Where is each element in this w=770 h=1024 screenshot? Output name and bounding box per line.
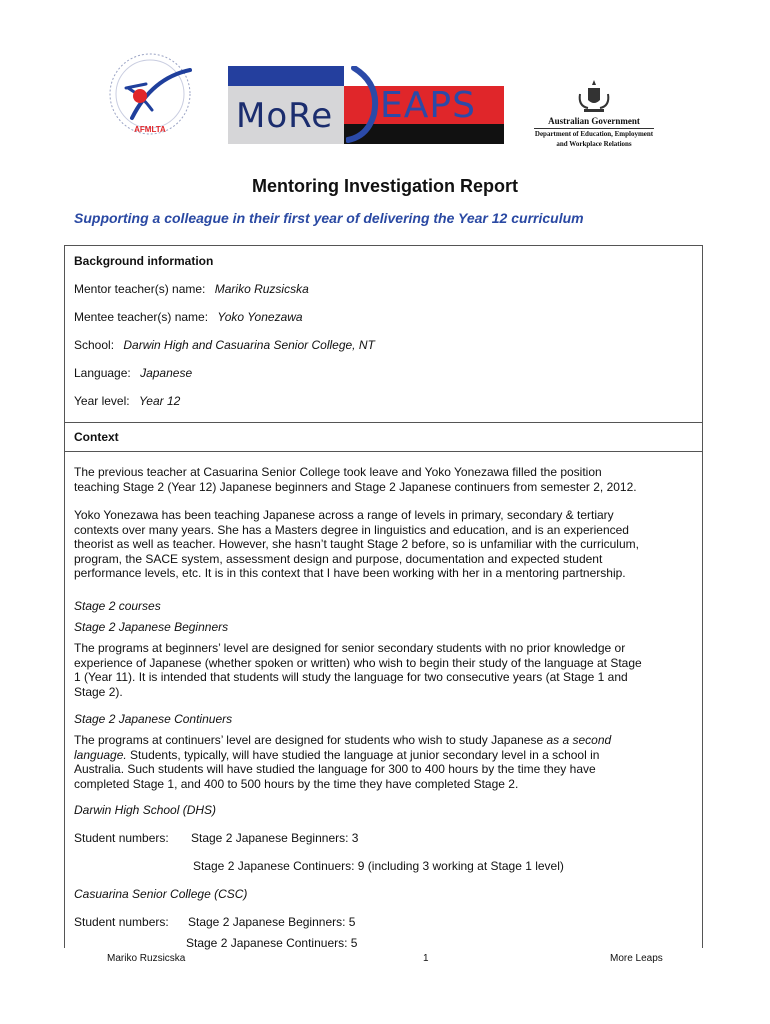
mentee-field (74, 310, 303, 325)
continuers-line3: Australia. Such students will have studied the language for 300 to 400 hours by the time they have (74, 762, 596, 776)
dhs-continuers: Stage 2 Japanese Continuers: 9 (including 3 working at Stage 1 level) (193, 859, 564, 873)
csc-heading: Casuarina Senior College (CSC) (74, 887, 248, 901)
coat-of-arms-icon (574, 80, 614, 114)
dhs-student-numbers-label: Student numbers: (74, 831, 169, 845)
context-para1-line1: The previous teacher at Casuarina Senior College took leave and Yoko Yonezawa filled the position (74, 465, 602, 479)
dhs-beginners: Stage 2 Japanese Beginners: 3 (191, 831, 359, 845)
gov-title: Australian Government (534, 116, 654, 129)
stage2-courses-heading: Stage 2 courses (74, 599, 161, 613)
continuers-line2-text: Students, typically, will have studied the language at junior secondary level in a school in (126, 747, 600, 762)
page-subtitle: Supporting a colleague in their first year of delivering the Year 12 curriculum (74, 210, 584, 226)
divider (65, 451, 702, 452)
beginners-heading: Stage 2 Japanese Beginners (74, 620, 229, 634)
gov-dept-line1: Department of Education, Employment (534, 130, 654, 138)
moreleaps-left-text: MoRe (236, 96, 334, 136)
csc-student-numbers-label: Student numbers: (74, 915, 169, 929)
moreleaps-right-text: EAPS (380, 85, 476, 126)
context-para2-line4: program, the SACE system, assessment design and purpose, documentation and expected student (74, 551, 603, 566)
school-label: School: (74, 338, 115, 352)
school-field (74, 338, 375, 353)
beginners-line3: 1 (Year 11). It is intended that students will study the language for two consecutive years (at Stage 1 and (74, 670, 628, 684)
background-heading: Background information (74, 254, 214, 268)
beginners-line1: The programs at beginners’ level are designed for senior secondary students with no prior knowledge or (74, 641, 626, 655)
csc-beginners: Stage 2 Japanese Beginners: 5 (188, 915, 356, 929)
divider (65, 422, 702, 423)
language-label: Language: (74, 366, 131, 380)
year-level-value: Year 12 (138, 394, 181, 408)
csc-continuers: Stage 2 Japanese Continuers: 5 (186, 936, 358, 950)
footer-project: More Leaps (610, 953, 663, 964)
mentor-label: Mentor teacher(s) name: (74, 282, 206, 296)
school-value: Darwin High and Casuarina Senior College, NT (123, 338, 375, 352)
afmlta-logo (102, 48, 198, 144)
beginners-line2: experience of Japanese (whether spoken or written) who wish to begin their study of the language at Stage (74, 655, 642, 670)
context-para2-line1: Yoko Yonezawa has been teaching Japanese across a range of levels in primary, secondary & tertiary (74, 508, 614, 522)
mentor-value: Mariko Ruzsicska (214, 282, 309, 296)
dhs-heading: Darwin High School (DHS) (74, 803, 217, 817)
report-table (64, 245, 703, 948)
year-level-field (74, 394, 180, 409)
context-para2-line2: contexts over many years. She has a Masters degree in linguistics and education, and is an experienced (74, 522, 629, 537)
context-para1-line2: teaching Stage 2 (Year 12) Japanese beginners and Stage 2 Japanese continuers from semester 2, 2012. (74, 479, 637, 494)
continuers-line2-italic: language. (74, 747, 127, 762)
language-field (74, 366, 192, 381)
continuers-line2 (74, 748, 599, 763)
footer-page-number: 1 (423, 953, 429, 964)
mentor-field (74, 282, 309, 297)
page-title: Mentoring Investigation Report (251, 176, 518, 196)
footer-author: Mariko Ruzsicska (107, 953, 186, 964)
gov-dept-line2: and Workplace Relations (556, 140, 632, 148)
context-para2-line5: performance levels, etc. It is in this context that I have been working with her in a mentoring partnership. (74, 566, 626, 580)
continuers-line1 (74, 733, 611, 748)
context-heading: Context (74, 430, 119, 444)
language-value: Japanese (140, 366, 193, 380)
beginners-line4: Stage 2). (74, 684, 123, 699)
year-level-label: Year level: (74, 394, 130, 408)
mentee-value: Yoko Yonezawa (217, 310, 303, 324)
australian-government-logo (534, 80, 654, 146)
moreleaps-logo (228, 66, 504, 144)
continuers-line1-italic: as a second (546, 733, 612, 747)
afmlta-text: AFMLTA (134, 125, 166, 134)
continuers-heading: Stage 2 Japanese Continuers (74, 712, 233, 726)
continuers-line4: completed Stage 1, and 400 to 500 hours by the time they have completed Stage 2. (74, 776, 519, 791)
continuers-line1-text: The programs at continuers’ level are designed for students who wish to study Japanese (74, 733, 547, 747)
context-para2-line3: theorist as well as teacher. However, she hasn’t taught Stage 2 before, so is unfamiliar with the curriculum, (74, 537, 639, 551)
mentee-label: Mentee teacher(s) name: (74, 310, 209, 324)
